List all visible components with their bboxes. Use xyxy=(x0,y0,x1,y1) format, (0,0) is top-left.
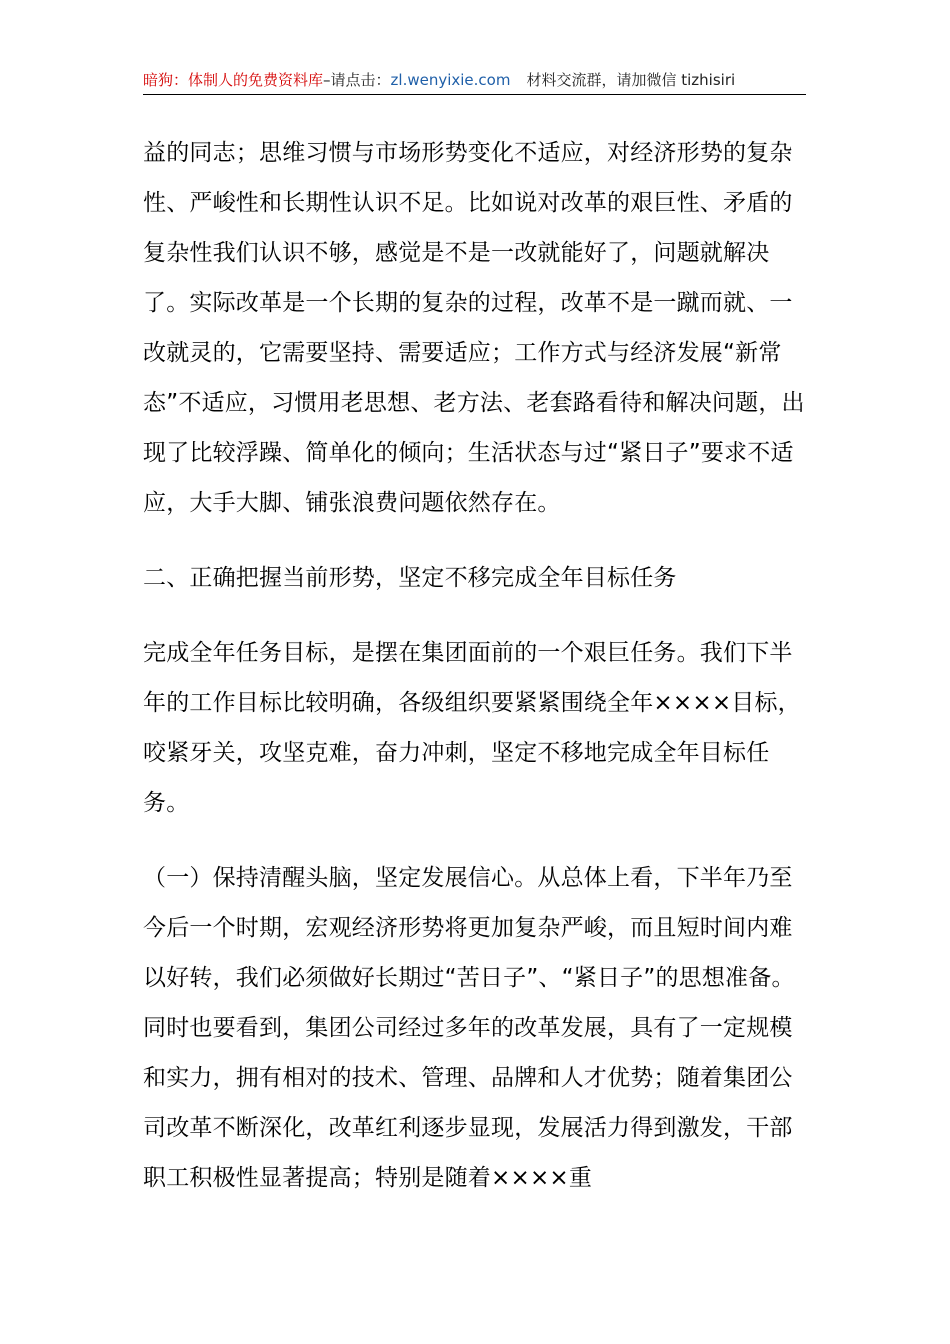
header-url-link[interactable]: zl.wenyixie.com xyxy=(390,71,511,89)
paragraph-1: 益的同志；思维习惯与市场形势变化不适应，对经济形势的复杂性、严峻性和长期性认识不足。比如说对改革的艰巨性、矛盾的复杂性我们认识不够，感觉是不是一改就能好了，问题就解决了。实际改革是一个长期的复杂的过程，改革不是一蹴而就、一改就灵的，它需要坚持、需要适应；工作方式与经济发展“新常态”不适应，习惯用老思想、老方法、老套路看待和解决问题，出现了比较浮躁、简单化的倾向；生活状态与过“紧日子”要求不适应，大手大脚、铺张浪费问题依然存在。 xyxy=(143,140,805,516)
header-prompt: –请点击： xyxy=(323,71,391,89)
section-heading: 二、正确把握当前形势，坚定不移完成全年目标任务 xyxy=(143,565,677,591)
header-group-note: 材料交流群，请加微信 tizhisiri xyxy=(526,71,736,89)
document-body xyxy=(143,128,808,1203)
paragraph-3: （一）保持清醒头脑，坚定发展信心。从总体上看，下半年乃至今后一个时期，宏观经济形势将更加复杂严峻，而且短时间内难以好转，我们必须做好长期过“苦日子”、“紧日子”的思想准备。同时也要看到，集团公司经过多年的改革发展，具有了一定规模和实力，拥有相对的技术、管理、品牌和人才优势；随着集团公司改革不断深化，改革红利逐步显现，发展活力得到激发，干部职工积极性显著提高；特别是随着××××重 xyxy=(143,865,795,1191)
paragraph-2: 完成全年任务目标，是摆在集团面前的一个艰巨任务。我们下半年的工作目标比较明确，各级组织要紧紧围绕全年××××目标，咬紧牙关，攻坚克难，奋力冲刺，坚定不移地完成全年目标任务。 xyxy=(143,640,801,816)
page-header xyxy=(143,68,806,95)
header-brand: 暗狗：体制人的免费资料库 xyxy=(143,71,324,89)
